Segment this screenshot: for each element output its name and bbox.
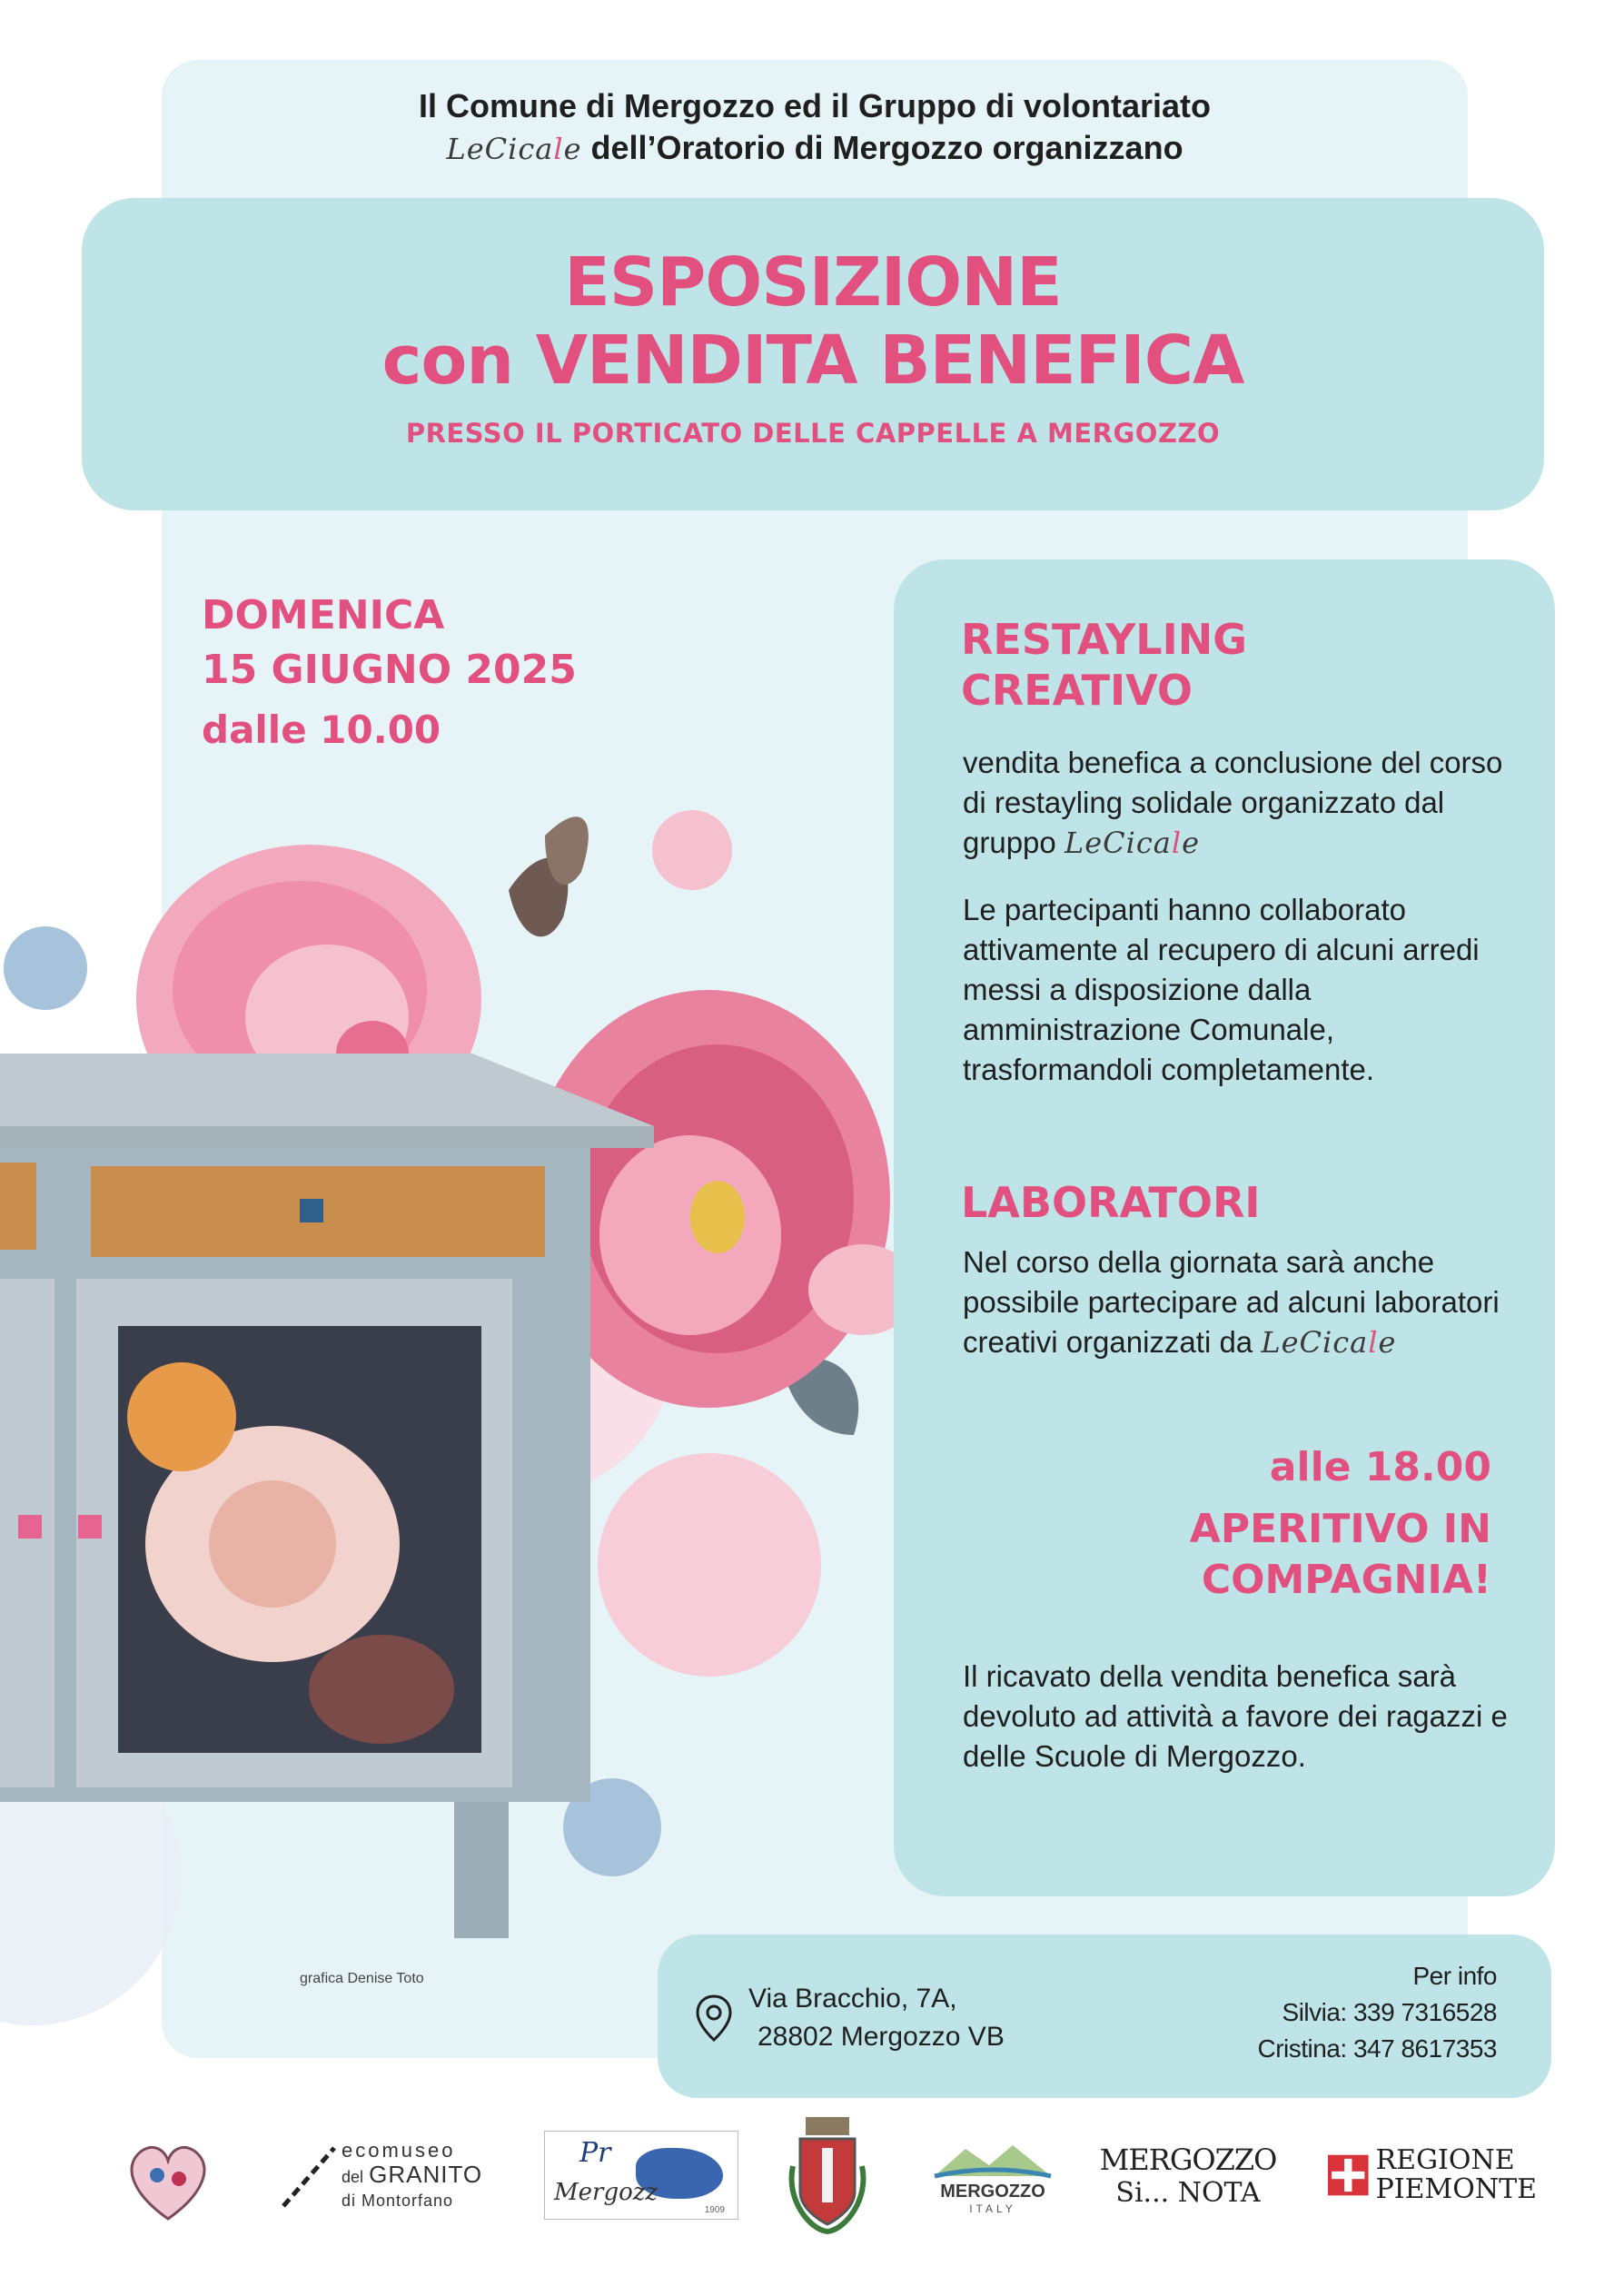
lecicale-logo-inline: LeCicale <box>1064 826 1201 860</box>
contact-silvia: Silvia: 339 7316528 <box>1282 1998 1497 2026</box>
title-box <box>82 198 1544 510</box>
pro-loco-mergozzo-logo: Pr Mergozz 1909 <box>543 2107 739 2243</box>
restayling-text-2: Le partecipanti hanno collaborato attivamente al recupero di alcuni arredi messi a disposizione dalla amministrazione Comunale, trasformandoli completamente. <box>963 893 1480 1086</box>
event-time: dalle 10.00 <box>202 708 441 752</box>
header-line-2-text: dell’Oratorio di Mergozzo organizzano <box>590 129 1183 166</box>
laboratori-heading: LABORATORI <box>961 1178 1261 1227</box>
regione-piemonte-logo: REGIONE PIEMONTE <box>1328 2107 1537 2243</box>
aperitivo-time: alle 18.00 <box>1269 1444 1491 1490</box>
contact-cristina: Cristina: 347 8617353 <box>1257 2034 1497 2063</box>
header-organizers <box>162 85 1468 170</box>
ecomuseo-granito-logo: ecomuseo del GRANITO di Montorfano <box>278 2107 496 2243</box>
lecicale-logo-inline-2: LeCicale <box>1261 1325 1397 1360</box>
contacts-label: Per info <box>1412 1962 1497 1990</box>
mergozzo-si-nota-logo: MERGOZZO Si... NOTA <box>1099 2142 1277 2209</box>
address-line-2: 28802 Mergozzo VB <box>758 2022 1005 2052</box>
contacts <box>1258 1958 1497 2067</box>
info-card <box>894 559 1555 1896</box>
header-line-2 <box>162 127 1468 170</box>
contact-box <box>658 1935 1551 2098</box>
title-line-1: ESPOSIZIONE <box>564 243 1062 322</box>
address <box>748 1980 1005 2056</box>
ricavato-text: Il ricavato della vendita benefica sarà devoluto ad attività a favore dei ragazzi e delle Scuole di Mergozzo. <box>963 1659 1508 1773</box>
event-day: DOMENICA <box>202 592 445 638</box>
graphic-credit: grafica Denise Toto <box>300 1971 424 1986</box>
aperitivo-heading: APERITIVO IN COMPAGNIA! <box>1189 1506 1491 1603</box>
laboratori-text: Nel corso della giornata sarà anche possibile partecipare ad alcuni laboratori creativi organizzati da LeCicale <box>963 1245 1500 1360</box>
restayling-heading: RESTAYLING CREATIVO <box>961 615 1247 715</box>
restayling-text-1: vendita benefica a conclusione del corso di restayling solidale organizzato dal gruppo LeCicale <box>963 746 1503 860</box>
oratorio-logo <box>109 2107 227 2243</box>
event-date-text: 15 GIUGNO 2025 <box>202 647 577 693</box>
event-date <box>202 589 577 757</box>
address-line-1: Via Bracchio, 7A, <box>748 1984 957 2014</box>
location-pin-icon <box>696 1994 732 2042</box>
header-line-1: Il Comune di Mergozzo ed il Gruppo di volontariato <box>419 87 1211 124</box>
title-line-2: con VENDITA BENEFICA <box>381 322 1244 400</box>
mergozzo-italy-logo: MERGOZZO ITALY <box>925 2107 1061 2243</box>
title-subtitle: PRESSO IL PORTICATO DELLE CAPPELLE A MERGOZZO <box>405 418 1221 449</box>
lecicale-logo: LeCicale <box>446 132 582 166</box>
comune-coat-of-arms <box>777 2107 877 2243</box>
furniture-flowers-illustration <box>0 781 945 1998</box>
